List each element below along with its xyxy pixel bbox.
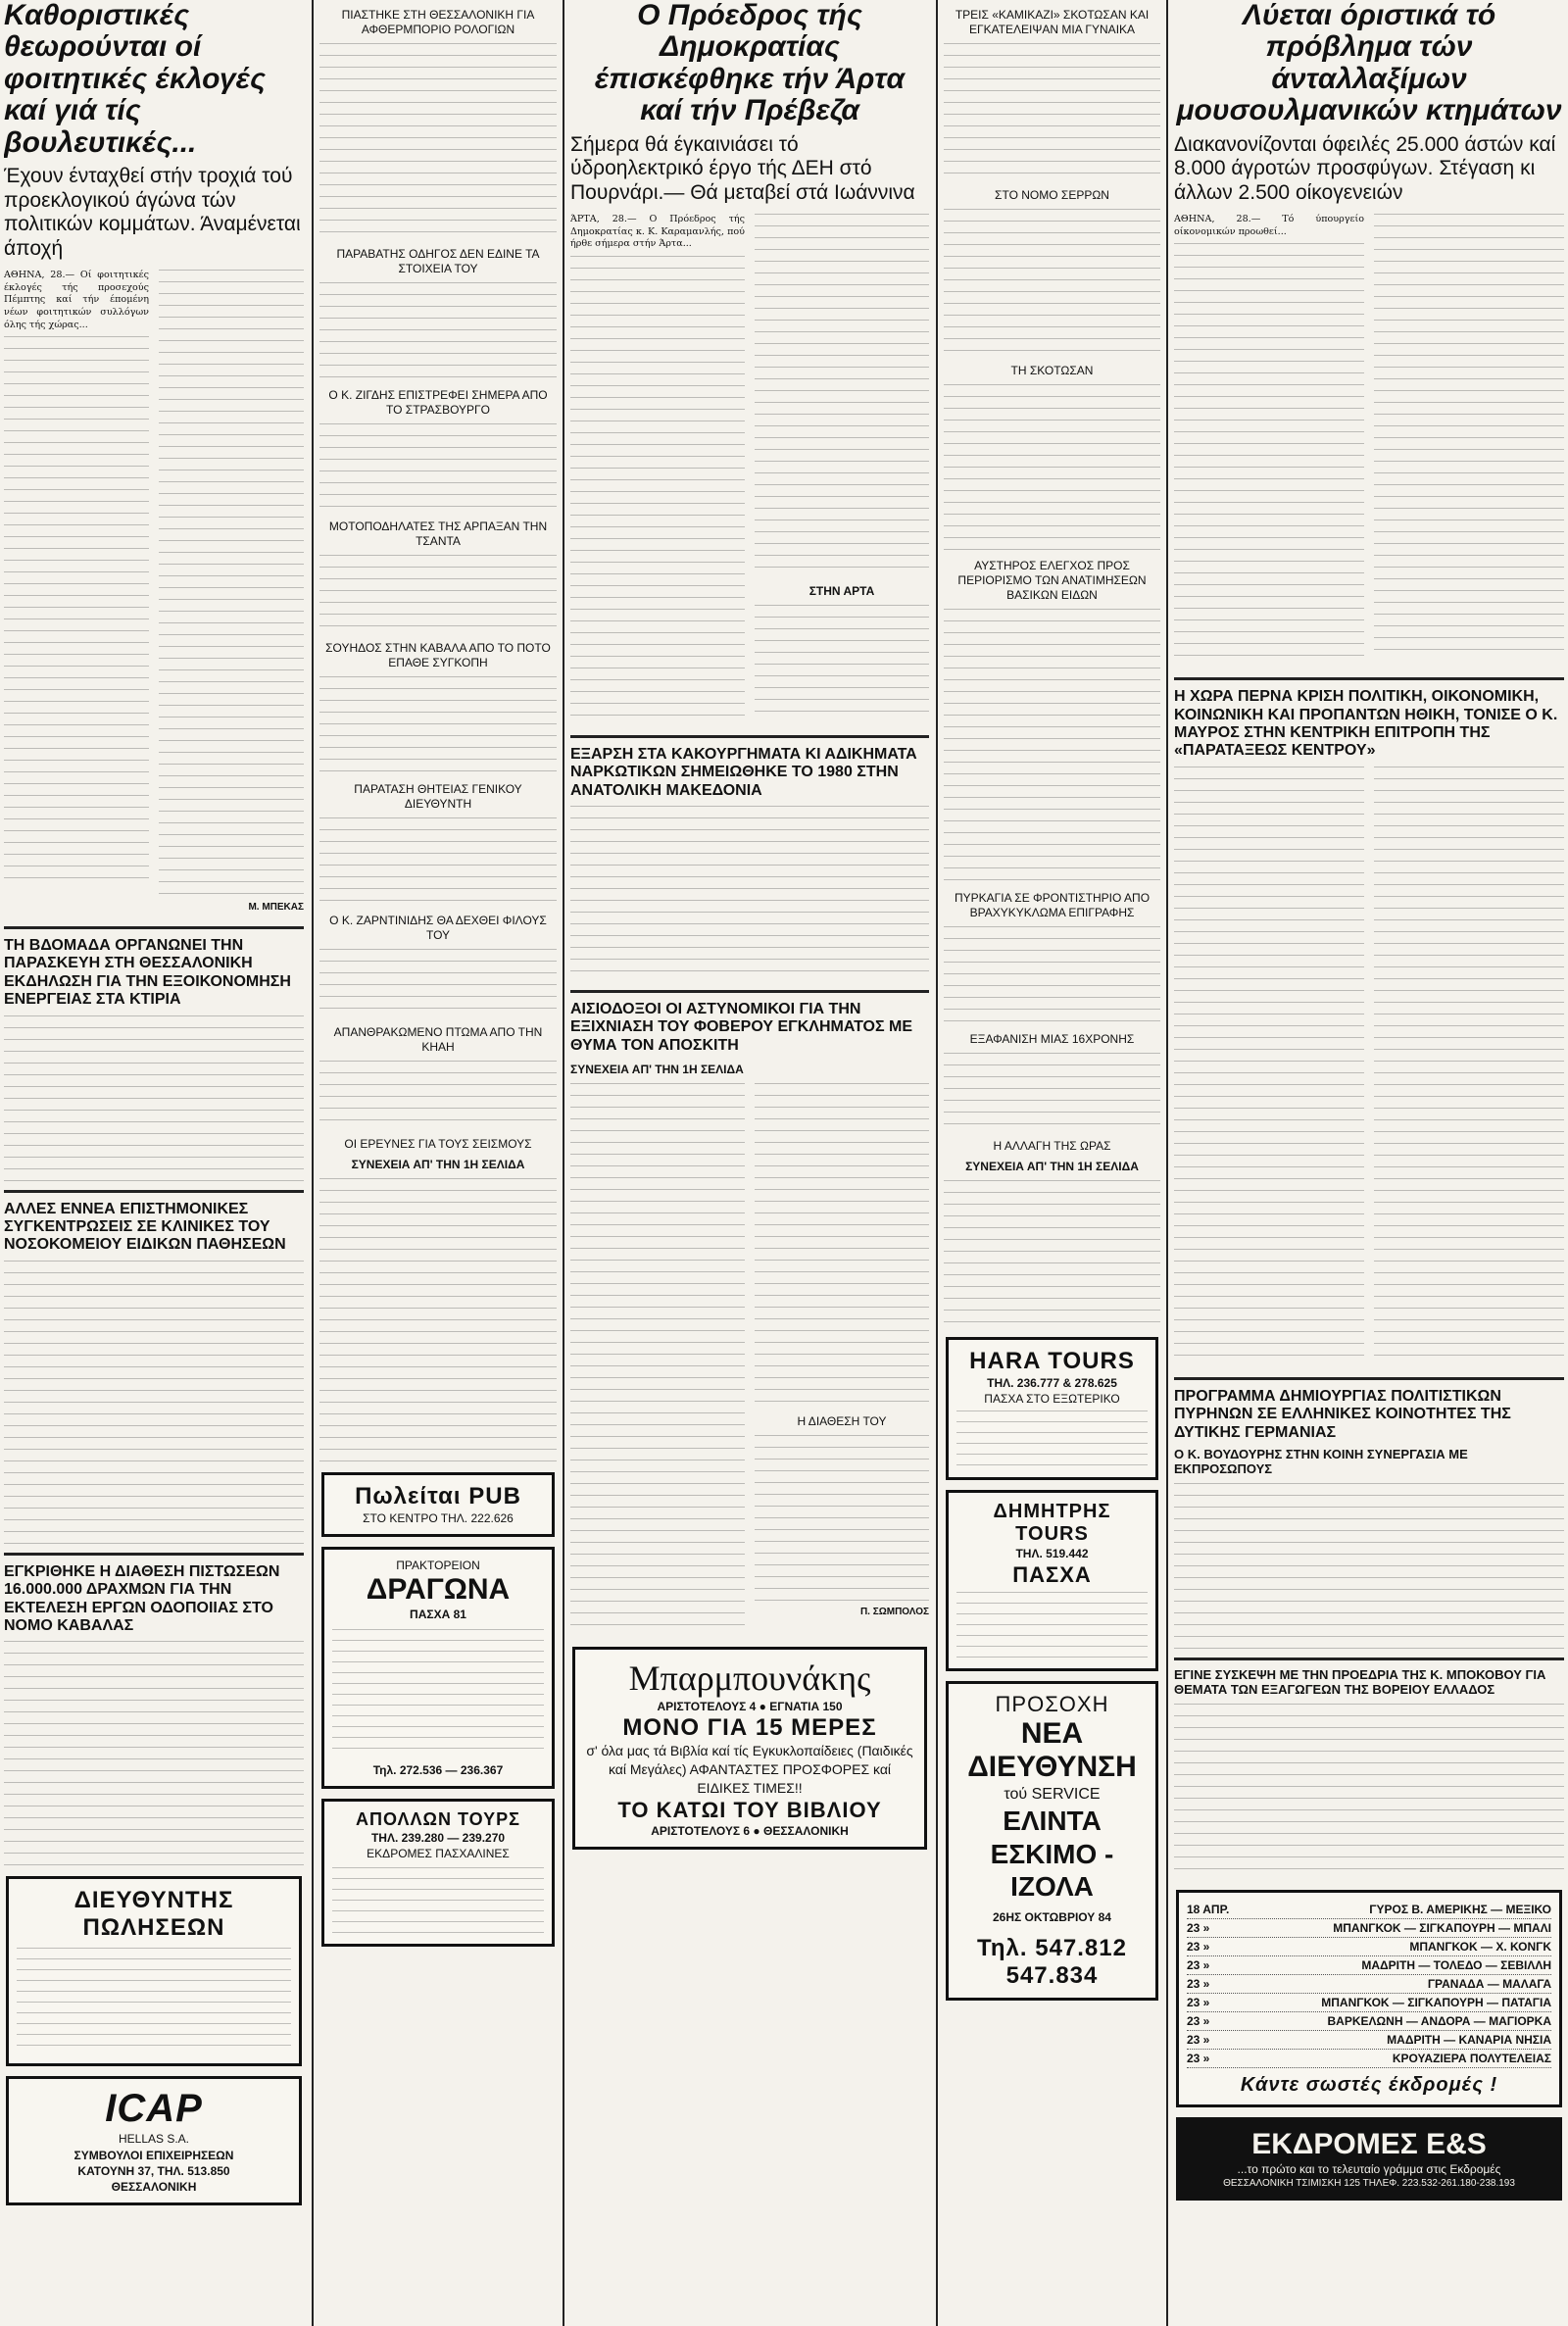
ad-line: ...το πρώτο και το τελευταίο γράμμα στις Εκδρομές bbox=[1237, 2161, 1501, 2176]
ad-line: ΣΤΟ ΚΕΝΤΡΟ ΤΗΛ. 222.626 bbox=[363, 1511, 514, 1525]
section-heading: ΣΤΗΝ ΑΡΤΑ bbox=[808, 583, 875, 598]
ad-line: ΠΡΟΣΟΧΗ bbox=[995, 1691, 1109, 1716]
tour-row bbox=[1187, 2031, 1551, 2050]
article-body bbox=[570, 1083, 929, 1637]
article-text-block bbox=[944, 1180, 1160, 1327]
article-text-block bbox=[1174, 1704, 1564, 1880]
tour-row bbox=[1187, 1975, 1551, 1994]
headline-road-funds: ΕΓΚΡΙΘΗΚΕ Η ΔΙΑΘΕΣΗ ΠΙΣΤΩΣΕΩΝ 16.000.000 ΔΡΑΧΜΩΝ ΓΙΑ ΤΗΝ ΕΚΤΕΛΕΣΗ ΕΡΓΩΝ ΟΔΟΠΟΙΙΑΣ ΣΤΟ ΝΟΜΟ ΚΑΒΑΛΑΣ bbox=[4, 1562, 280, 1634]
headline-swede-kavala: ΣΟΥΗΔΟΣ ΣΤΗΝ ΚΑΒΑΛΑ ΑΠΟ ΤΟ ΠΟΤΟ ΕΠΑΘΕ ΣΥΓΚΟΠΗ bbox=[325, 641, 551, 669]
article-text-block bbox=[1174, 767, 1364, 1364]
ad-icap bbox=[6, 2076, 302, 2205]
article-text-block bbox=[4, 1015, 304, 1182]
headline-energy-event: ΤΗ ΒΔΟΜΑΔΑ ΟΡΓΑΝΩΝΕΙ ΤΗΝ ΠΑΡΑΣΚΕΥΗ ΣΤΗ ΘΕΣΣΑΛΟΝΙΚΗ ΕΚΔΗΛΩΣΗ ΓΙΑ ΤΗΝ ΕΞΟΙΚΟΝΟΜΗΣΗ ΕΝΕΡΓΕΙΑΣ ΣΤΑ ΚΤΙΡΙΑ bbox=[4, 937, 291, 1009]
article-text-block bbox=[319, 1061, 557, 1129]
ad-title: ΔΗΜΗΤΡΗΣ TOURS bbox=[993, 1501, 1111, 1546]
tour-row bbox=[1187, 2012, 1551, 2031]
ad-address: ΘΕΣΣΑΛΟΝΙΚΗ ΤΣΙΜΙΣΚΗ 125 ΤΗΛΕΦ. 223.532-261.180-238.193 bbox=[1223, 2177, 1515, 2189]
headline-burned-body: ΑΠΑΝΘΡΑΚΩΜΕΝΟ ΠΤΩΜΑ ΑΠΟ ΤΗΝ ΚΗΑΗ bbox=[333, 1025, 543, 1054]
headline-watch-smuggling: ΠΙΑΣΤΗΚΕ ΣΤΗ ΘΕΣΣΑΛΟΝΙΚΗ ΓΙΑ ΑΦΘΕΡΜΠΟΡΙΟ ΡΟΛΟΓΙΩΝ bbox=[341, 8, 535, 36]
article-text-block bbox=[4, 336, 149, 885]
tour-date: 23 » bbox=[1187, 1920, 1210, 1935]
continuation-note: ΣΥΝΕΧΕΙΑ ΑΠ' ΤΗΝ 1Η ΣΕΛΙΔΑ bbox=[351, 1158, 525, 1171]
byline: Μ. ΜΠΕΚΑΣ bbox=[248, 902, 304, 914]
article-text-block bbox=[4, 1641, 304, 1866]
tour-destination: ΜΠΑΝΓΚΟΚ — ΣΙΓΚΑΠΟΥΡΗ — ΜΠΑΛΙ bbox=[1333, 1920, 1551, 1935]
ad-hara-tours bbox=[946, 1337, 1158, 1480]
headline-zigdis-return: Ο Κ. ΖΙΓΔΗΣ ΕΠΙΣΤΡΕΦΕΙ ΣΗΜΕΡΑ ΑΠΟ ΤΟ ΣΤΡΑΣΒΟΥΡΓΟ bbox=[328, 388, 548, 417]
article-text-block bbox=[570, 806, 929, 982]
subhead-properties: Διακανονίζονται όφειλές 25.000 άστών καί 8.000 άγροτών προσφύγων. Στέγαση κι άλλων 2.500 οίκογενειών bbox=[1174, 132, 1556, 205]
ad-line: HELLAS S.A. bbox=[118, 2132, 190, 2147]
ad-title: HARA TOURS bbox=[969, 1348, 1135, 1374]
article-body bbox=[570, 214, 929, 727]
ad-text-block bbox=[956, 1410, 1148, 1469]
tour-destination: ΜΑΔΡΙΤΗ — ΤΟΛΕΔΟ — ΣΕΒΙΛΛΗ bbox=[1361, 1957, 1551, 1972]
ad-line: ΣΥΜΒΟΥΛΟΙ ΕΠΙΧΕΙΡΗΣΕΩΝ bbox=[74, 2148, 234, 2162]
column-divider bbox=[563, 0, 564, 2326]
ad-line: σ' όλα μας τά Βιβλία καί τίς Εγκυκλοπαίδειες (Παιδικές καί Μεγάλες) ΑΦΑΝΤΑΣΤΕΣ ΠΡΟΣΦΟΡΕΣ καί ΕΙΔΙΚΕΣ ΤΙΜΕΣ!! bbox=[586, 1743, 913, 1797]
headline-bag-snatch: ΜΟΤΟΠΟΔΗΛΑΤΕΣ ΤΗΣ ΑΡΠΑΞΑΝ ΤΗΝ ΤΣΑΝΤΑ bbox=[328, 520, 548, 548]
article-text-block bbox=[944, 1053, 1160, 1131]
ad-title: ΑΠΟΛΛΩΝ ΤΟΥΡΣ bbox=[356, 1808, 520, 1829]
article-text-block bbox=[1374, 767, 1564, 1364]
tour-destination: ΓΥΡΟΣ Β. ΑΜΕΡΙΚΗΣ — ΜΕΞΙΚΟ bbox=[1369, 1902, 1551, 1916]
ad-phone: ΤΗΛ. 236.777 & 278.625 bbox=[987, 1376, 1117, 1390]
headline-mavros-crisis: Η ΧΩΡΑ ΠΕΡΝΑ ΚΡΙΣΗ ΠΟΛΙΤΙΚΗ, ΟΙΚΟΝΟΜΙΚΗ, ΚΟΙΝΩΝΙΚΗ ΚΑΙ ΠΡΟΠΑΝΤΩΝ ΗΘΙΚΗ, ΤΟΝΙΣΕ Ο Κ. ΜΑΥΡΟΣ ΣΤΗΝ ΚΕΝΤΡΙΚΗ ΕΠΙΤΡΟΠΗ ΤΗΣ «ΠΑΡΑΤΑΞΕΩΣ ΚΕΝΤΡΟΥ» bbox=[1174, 688, 1558, 760]
column-divider bbox=[312, 0, 314, 2326]
ad-phone: Τηλ. 547.812 bbox=[977, 1935, 1127, 1962]
tour-destination: ΜΑΔΡΙΤΗ — ΚΑΝΑΡΙΑ ΝΗΣΙΑ bbox=[1387, 2032, 1551, 2047]
ad-phone: ΤΗΛ. 519.442 bbox=[1015, 1547, 1089, 1561]
headline-term-extension: ΠΑΡΑΤΑΣΗ ΘΗΤΕΙΑΣ ΓΕΝΙΚΟΥ ΔΙΕΥΘΥΝΤΗ bbox=[354, 782, 522, 811]
tour-list bbox=[1187, 1901, 1551, 2068]
section-heading: ΤΗ ΣΚΟΤΩΣΑΝ bbox=[1010, 364, 1094, 377]
column-5 bbox=[1174, 0, 1564, 2326]
ad-cta: Κάντε σωστές έκδρομές ! bbox=[1240, 2073, 1498, 2096]
article-dateline: ΑΘΗΝΑ, 28.— Τό ύπουργείο οίκονομικών προωθεί... bbox=[1174, 213, 1364, 237]
headline-properties: Λύεται όριστικά τό πρόβλημα τών άνταλλαξίμων μουσουλμανικών κτημάτων bbox=[1176, 0, 1562, 127]
ad-title: ΔΙΕΥΘΥΝΤΗΣ ΠΩΛΗΣΕΩΝ bbox=[74, 1887, 234, 1942]
tour-destination: ΜΠΑΝΓΚΟΚ — Χ. ΚΟΝΓΚ bbox=[1409, 1939, 1551, 1954]
continuation-note: ΣΥΝΕΧΕΙΑ ΑΠ' ΤΗΝ 1Η ΣΕΛΙΔΑ bbox=[570, 1063, 744, 1077]
article-text-block bbox=[944, 384, 1160, 551]
article-text-block bbox=[319, 817, 557, 906]
article-text-block bbox=[319, 676, 557, 774]
ad-logo: ICAP bbox=[105, 2087, 203, 2131]
ad-es-tours bbox=[1176, 2117, 1562, 2202]
ad-title: Πωλείται PUB bbox=[355, 1483, 521, 1509]
article-dateline: ΑΘΗΝΑ, 28.— Οί φοιτητικές έκλογές τής προσεχούς Πέμπτης καί τήν έπομένη νέων φοιτητικών συλλόγων όλης τής χώρας... bbox=[4, 270, 149, 330]
column-divider bbox=[1166, 0, 1168, 2326]
ad-address: 26ΗΣ ΟΚΤΩΒΡΙΟΥ 84 bbox=[993, 1909, 1111, 1924]
subhead-president-visit: Σήμερα θά έγκαινιάσει τό ύδροηλεκτρικό έργο τής ΔΕΗ στό Πουρνάρι.— Θά μεταβεί στά Ιωάννινα bbox=[570, 132, 915, 205]
article-body bbox=[4, 270, 304, 918]
tour-date: 23 » bbox=[1187, 2032, 1210, 2047]
ad-phone: 547.834 bbox=[1005, 1962, 1099, 1990]
ad-title: ΔΡΑΓΩΝΑ bbox=[366, 1573, 511, 1607]
tour-date: 23 » bbox=[1187, 2051, 1210, 2065]
subhead-student-elections: Έχουν ένταχθεί στήν τροχιά τού προεκλογικού άγώνα τών πολιτικών κομμάτων. Άναμένεται άποχή bbox=[4, 164, 301, 261]
tour-destination: ΓΡΑΝΑΔΑ — ΜΑΛΑΓΑ bbox=[1427, 1976, 1551, 1991]
section-rule bbox=[1174, 677, 1564, 680]
article-text-block bbox=[755, 605, 929, 722]
article-text-block bbox=[319, 43, 557, 239]
ad-line: ΘΕΣΣΑΛΟΝΙΚΗ bbox=[111, 2179, 197, 2194]
article-text-block bbox=[1374, 214, 1564, 655]
headline-fire: ΠΥΡΚΑΓΙΑ ΣΕ ΦΡΟΝΤΙΣΤΗΡΙΟ ΑΠΟ ΒΡΑΧΥΚΥΚΛΩΜΑ ΕΠΙΓΡΑΦΗΣ bbox=[954, 891, 1151, 919]
section-rule bbox=[570, 735, 929, 738]
ad-logo: ΕΚΔΡΟΜΕΣ E&S bbox=[1251, 2127, 1487, 2160]
article-text-block bbox=[570, 1083, 745, 1632]
section-rule bbox=[4, 1553, 304, 1556]
section-rule bbox=[1174, 1658, 1564, 1660]
headline-apostolos-crime: ΑΙΣΙΟΔΟΞΟΙ ΟΙ ΑΣΤΥΝΟΜΙΚΟΙ ΓΙΑ ΤΗΝ ΕΞΙΧΝΙΑΣΗ ΤΟΥ ΦΟΒΕΡΟΥ ΕΓΚΛΗΜΑΤΟΣ ΜΕ ΘΥΜΑ ΤΟΝ ΑΠΟΣΚΙΤΗ bbox=[570, 1001, 913, 1054]
byline: Π. ΣΩΜΠΟΛΟΣ bbox=[859, 1607, 929, 1618]
article-text-block bbox=[319, 423, 557, 512]
ad-line: ΕΚΔΡΟΜΕΣ ΠΑΣΧΑΛΙΝΕΣ bbox=[367, 1846, 510, 1860]
article-text-block bbox=[319, 282, 557, 380]
continuation-note: ΣΥΝΕΧΕΙΑ ΑΠ' ΤΗΝ 1Η ΣΕΛΙΔΑ bbox=[965, 1160, 1139, 1173]
ad-new-address bbox=[946, 1681, 1158, 2002]
headline-missing-girl: ΕΞΑΦΑΝΙΣΗ ΜΙΑΣ 16ΧΡΟΝΗΣ bbox=[969, 1032, 1135, 1046]
headline-narcotics: ΕΞΑΡΣΗ ΣΤΑ ΚΑΚΟΥΡΓΗΜΑΤΑ ΚΙ ΑΔΙΚΗΜΑΤΑ ΝΑΡΚΩΤΙΚΩΝ ΣΗΜΕΙΩΘΗΚΕ ΤΟ 1980 ΣΤΗΝ ΑΝΑΤΟΛΙΚΗ ΜΑΚΕΔΟΝΙΑ bbox=[570, 745, 917, 799]
tour-destination: ΜΠΑΝΓΚΟΚ — ΣΙΓΚΑΠΟΥΡΗ — ΠΑΤΑΓΙΑ bbox=[1321, 1995, 1551, 2009]
article-text-block bbox=[755, 1083, 929, 1407]
tour-row bbox=[1187, 1994, 1551, 2012]
section-rule bbox=[4, 926, 304, 929]
ad-tours-list bbox=[1176, 1890, 1562, 2107]
tour-date: 23 » bbox=[1187, 1957, 1210, 1972]
ad-line: ΠΑΣΧΑ ΣΤΟ ΕΞΩΤΕΡΙΚΟ bbox=[984, 1392, 1120, 1407]
headline-exports-meeting: ΕΓΙΝΕ ΣΥΣΚΕΨΗ ΜΕ ΤΗΝ ΠΡΟΕΔΡΙΑ ΤΗΣ Κ. ΜΠΟΚΟΒΟΥ ΓΙΑ ΘΕΜΑΤΑ ΤΩΝ ΕΞΑΓΩΓΕΩΝ ΤΗΣ ΒΟΡΕΙΟΥ ΕΛΛΑΔΟΣ bbox=[1174, 1666, 1546, 1697]
section-rule bbox=[570, 990, 929, 993]
headline-price-control: ΑΥΣΤΗΡΟΣ ΕΛΕΓΧΟΣ ΠΡΟΣ ΠΕΡΙΟΡΙΣΜΟ ΤΩΝ ΑΝΑΤΙΜΗΣΕΩΝ ΒΑΣΙΚΩΝ ΕΙΔΩΝ bbox=[957, 559, 1147, 602]
article-text-block bbox=[944, 609, 1160, 883]
article-text-block bbox=[755, 214, 929, 576]
ad-text-block bbox=[17, 1948, 291, 2055]
tour-date: 23 » bbox=[1187, 1995, 1210, 2009]
tour-date: 23 » bbox=[1187, 1976, 1210, 1991]
ad-line: ΠΑΣΧΑ 81 bbox=[410, 1608, 466, 1622]
section-heading: ΣΤΟ ΝΟΜΟ ΣΕΡΡΩΝ bbox=[995, 188, 1109, 202]
ad-line: ΠΡΑΚΤΟΡΕΙΟΝ bbox=[396, 1559, 480, 1573]
tour-date: 23 » bbox=[1187, 2013, 1210, 2028]
headline-hospital-meetings: ΑΛΛΕΣ ΕΝΝΕΑ ΕΠΙΣΤΗΜΟΝΙΚΕΣ ΣΥΓΚΕΝΤΡΩΣΕΙΣ ΣΕ ΚΛΙΝΙΚΕΣ ΤΟΥ ΝΟΣΟΚΟΜΕΙΟΥ ΕΙΔΙΚΩΝ ΠΑΘΗΣΕΩΝ bbox=[4, 1200, 286, 1254]
headline-germany-program: ΠΡΟΓΡΑΜΜΑ ΔΗΜΙΟΥΡΓΙΑΣ ΠΟΛΙΤΙΣΤΙΚΩΝ ΠΥΡΗΝΩΝ ΣΕ ΕΛΛΗΝΙΚΕΣ ΚΟΙΝΟΤΗΤΕΣ ΤΗΣ ΔΥΤΙΚΗΣ ΓΕΡΜΑΝΙΑΣ bbox=[1174, 1387, 1511, 1441]
article-body bbox=[1174, 767, 1564, 1369]
column-1 bbox=[4, 0, 304, 2326]
ad-title: ΝΕΑ ΔΙΕΥΘΥΝΣΗ bbox=[967, 1716, 1137, 1783]
article-text-block bbox=[944, 209, 1160, 356]
headline-zardinidis: Ο Κ. ΖΑΡΝΤΙΝΙΔΗΣ ΘΑ ΔΕΧΘΕΙ ΦΙΛΟΥΣ ΤΟΥ bbox=[329, 914, 547, 942]
headline-kamikaze: ΤΡΕΙΣ «ΚΑΜΙΚΑΖΙ» ΣΚΟΤΩΣΑΝ ΚΑΙ ΕΓΚΑΤΕΛΕΙΨΑΝ ΜΙΑ ΓΥΝΑΙΚΑ bbox=[955, 8, 1150, 36]
column-2 bbox=[319, 0, 557, 2326]
ad-title: Μπαρμπουνάκης bbox=[628, 1658, 871, 1699]
ad-phone: Τηλ. 272.536 — 236.367 bbox=[372, 1762, 504, 1777]
tour-row bbox=[1187, 1938, 1551, 1956]
tour-row bbox=[1187, 1901, 1551, 1919]
ad-apollon-tours bbox=[321, 1799, 555, 1947]
article-text-block bbox=[1174, 243, 1364, 665]
article-dateline: ΆΡΤΑ, 28.— Ο Πρόεδρος τής Δημοκρατίας κ. Κ. Καραμανλής, πού ήρθε σήμερα στήν Άρτα... bbox=[570, 213, 745, 250]
tour-row bbox=[1187, 1956, 1551, 1975]
section-rule bbox=[4, 1190, 304, 1193]
tour-destination: ΚΡΟΥΑΖΙΕΡΑ ΠΟΛΥΤΕΛΕΙΑΣ bbox=[1392, 2051, 1551, 2065]
tour-date: 18 ΑΠΡ. bbox=[1187, 1902, 1230, 1916]
tour-row bbox=[1187, 1919, 1551, 1938]
ad-dimitris-tours bbox=[946, 1490, 1158, 1670]
section-heading: Η ΔΙΑΘΕΣΗ ΤΟΥ bbox=[797, 1414, 887, 1429]
article-text-block bbox=[755, 1435, 929, 1602]
headline-quake-research: ΟΙ ΕΡΕΥΝΕΣ ΓΙΑ ΤΟΥΣ ΣΕΙΣΜΟΥΣ bbox=[344, 1137, 532, 1151]
tour-row bbox=[1187, 2050, 1551, 2068]
tour-date: 23 » bbox=[1187, 1939, 1210, 1954]
article-text-block bbox=[319, 949, 557, 1017]
ad-phone: ΤΗΛ. 239.280 — 239.270 bbox=[370, 1830, 506, 1845]
article-text-block bbox=[319, 555, 557, 633]
article-text-block bbox=[159, 270, 304, 897]
headline-traffic-violator: ΠΑΡΑΒΑΤΗΣ ΟΔΗΓΟΣ ΔΕΝ ΕΔΙΝΕ ΤΑ ΣΤΟΙΧΕΙΑ ΤΟΥ bbox=[336, 247, 540, 275]
column-4 bbox=[944, 0, 1160, 2326]
headline-president-visit: Ο Πρόεδρος τής Δημοκρατίας έπισκέφθηκε τήν Άρτα καί τήν Πρέβεζα bbox=[594, 0, 906, 127]
ad-brands: ΕΛΙΝΤΑ ΕΣΚΙΜΟ - ΙΖΟΛΑ bbox=[990, 1806, 1114, 1903]
ad-text-block bbox=[956, 1592, 1148, 1660]
ad-line: τού SERVICE bbox=[1004, 1785, 1101, 1803]
ad-text-block bbox=[332, 1629, 544, 1757]
tour-destination: ΒΑΡΚΕΛΩΝΗ — ΑΝΔΟΡΑ — ΜΑΓΙΟΡΚΑ bbox=[1327, 2013, 1551, 2028]
ad-sales-director bbox=[6, 1876, 302, 2066]
column-divider bbox=[936, 0, 938, 2326]
ad-offer: ΜΟΝΟ ΓΙΑ 15 ΜΕΡΕΣ bbox=[622, 1714, 877, 1742]
ad-address: ΑΡΙΣΤΟΤΕΛΟΥΣ 4 ● ΕΓΝΑΤΙΑ 150 bbox=[657, 1700, 843, 1714]
ad-barbounakis bbox=[572, 1647, 927, 1850]
article-text-block bbox=[944, 926, 1160, 1024]
ad-line: ΠΑΣΧΑ bbox=[1012, 1561, 1092, 1587]
column-3 bbox=[570, 0, 929, 2326]
ad-line: ΚΑΤΟΥΝΗ 37, ΤΗΛ. 513.850 bbox=[77, 2163, 230, 2178]
article-text-block bbox=[570, 256, 745, 717]
ad-address: ΑΡΙΣΤΟΤΕΛΟΥΣ 6 ● ΘΕΣΣΑΛΟΝΙΚΗ bbox=[651, 1824, 849, 1839]
article-body bbox=[1174, 214, 1564, 669]
headline-time-change: Η ΑΛΛΑΓΗ ΤΗΣ ΩΡΑΣ bbox=[993, 1139, 1111, 1153]
ad-dragona bbox=[321, 1547, 555, 1789]
article-text-block bbox=[944, 43, 1160, 180]
ad-pub-sale bbox=[321, 1472, 555, 1537]
article-text-block bbox=[1174, 1483, 1564, 1650]
subhead-germany-program: Ο Κ. ΒΟΥΔΟΥΡΗΣ ΣΤΗΝ ΚΟΙΝΗ ΣΥΝΕΡΓΑΣΙΑ ΜΕ ΕΚΠΡΟΣΩΠΟΥΣ bbox=[1174, 1446, 1468, 1476]
ad-text-block bbox=[332, 1867, 544, 1936]
headline-student-elections: Καθοριστικές θεωρούνται οί φοιτητικές έκλογές καί γιά τίς βουλευτικές... bbox=[4, 0, 266, 159]
article-text-block bbox=[4, 1261, 304, 1545]
section-rule bbox=[1174, 1377, 1564, 1380]
ad-shop-name: ΤΟ ΚΑΤΩΙ ΤΟΥ ΒΙΒΛΙΟΥ bbox=[617, 1798, 882, 1823]
article-text-block bbox=[319, 1178, 557, 1462]
